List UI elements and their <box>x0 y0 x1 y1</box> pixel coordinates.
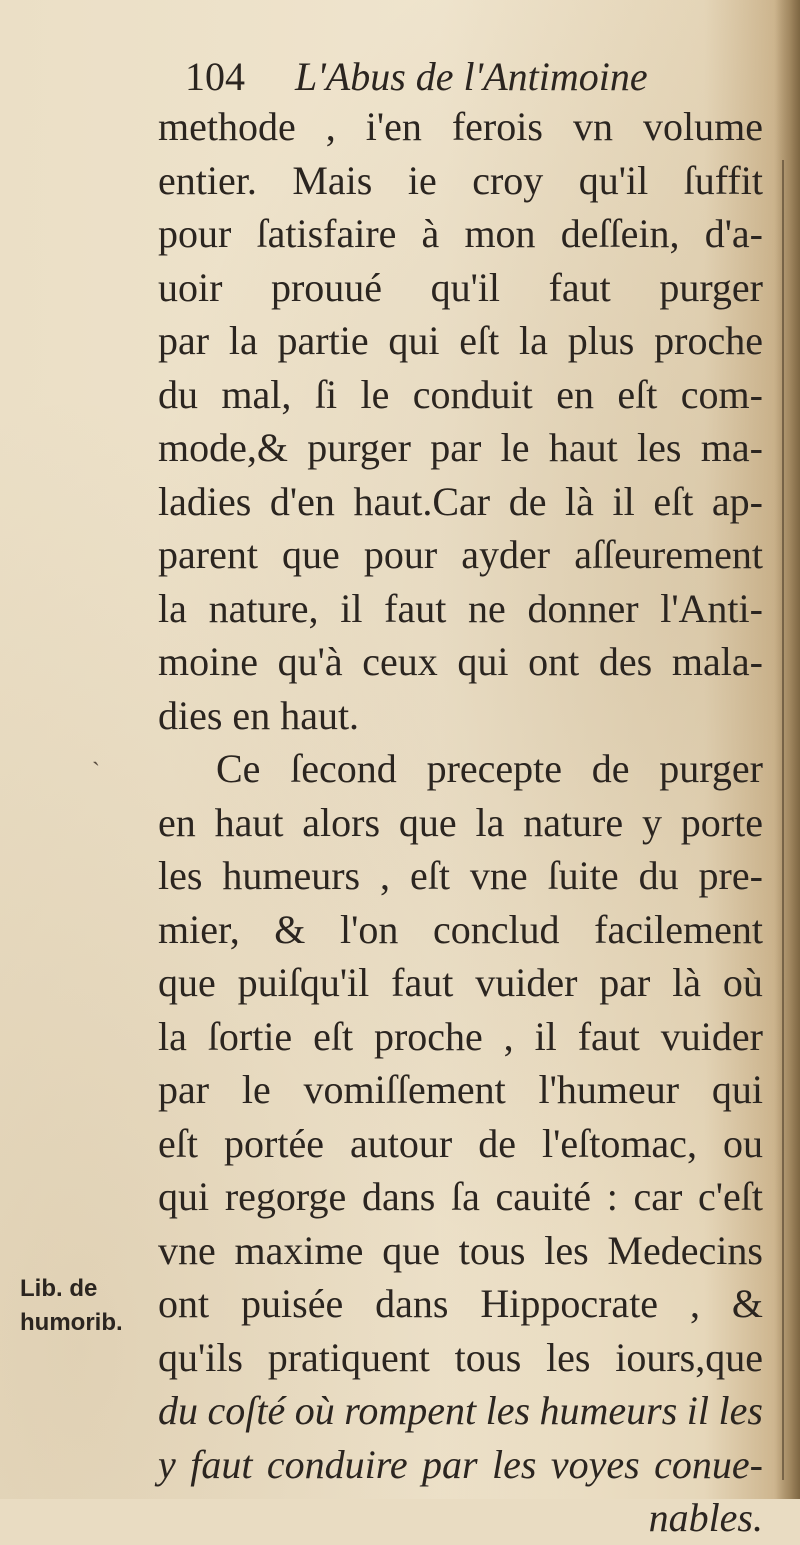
margin-mark: ˏ <box>92 740 100 766</box>
text-line <box>158 207 763 261</box>
word: les <box>492 1441 537 1487</box>
word: alors <box>302 799 381 845</box>
text-line <box>158 796 763 850</box>
word: : <box>606 1174 618 1219</box>
word: conclud <box>432 906 560 952</box>
word: il <box>534 1013 557 1059</box>
word: eſt <box>158 1120 198 1166</box>
word: mala- <box>671 639 763 684</box>
word: qui <box>388 318 440 363</box>
text-line <box>158 849 763 903</box>
word: vne <box>158 1227 216 1273</box>
word: les <box>718 1388 763 1433</box>
word: qu'ils <box>158 1334 243 1380</box>
word: humeurs <box>539 1388 678 1433</box>
word: ſuite <box>547 853 619 898</box>
word: Medecins <box>607 1227 763 1273</box>
word: les <box>637 425 682 470</box>
word: coſté <box>207 1388 286 1433</box>
word: ſatisfaire <box>256 211 397 256</box>
page-edge-line <box>782 160 784 1480</box>
word: les <box>158 853 203 898</box>
word: dies en haut. <box>158 692 360 738</box>
word: des <box>598 639 653 684</box>
page-number: 104 <box>185 54 245 99</box>
word: car <box>633 1174 683 1219</box>
word: d'a- <box>704 211 763 256</box>
text-line <box>158 528 763 582</box>
word: nature, <box>208 585 319 631</box>
word: purger <box>659 746 763 791</box>
word: eſt <box>459 318 500 363</box>
word: iours,que <box>615 1334 763 1380</box>
word: qui <box>457 639 509 684</box>
text-line <box>158 1117 763 1171</box>
word: à <box>421 211 440 256</box>
text-line <box>158 689 763 743</box>
word: pour <box>363 532 438 577</box>
word: d'en <box>269 478 335 524</box>
word: que <box>382 1227 440 1273</box>
word: ſa <box>450 1174 480 1219</box>
word: qui <box>711 1067 763 1112</box>
word: la <box>475 799 505 845</box>
word: eſt <box>617 371 658 417</box>
word: partie <box>277 318 369 363</box>
word: haut.Car <box>353 478 491 524</box>
text-line <box>158 261 763 315</box>
word: il <box>612 478 635 524</box>
word: portée <box>224 1120 324 1166</box>
text-line <box>158 1010 763 1064</box>
text-line <box>158 1170 763 1224</box>
word: humeurs <box>222 853 361 898</box>
margin-note-line: Lib. de <box>20 1275 98 1302</box>
word: que <box>398 799 457 845</box>
word: donner <box>527 585 639 631</box>
word: en <box>556 371 594 417</box>
word: purger <box>307 425 411 470</box>
word: la <box>228 318 258 363</box>
word: vomiſſement <box>303 1067 506 1112</box>
word: ladies <box>158 478 252 524</box>
word: ſortie <box>207 1013 293 1059</box>
word: ie <box>407 157 437 203</box>
word: dans <box>361 1174 436 1219</box>
word: les <box>485 1388 531 1433</box>
word: eſt <box>653 478 694 524</box>
word: du <box>158 1388 198 1433</box>
text-line <box>158 1063 763 1117</box>
word: la <box>519 318 548 363</box>
word: purger <box>659 264 763 310</box>
word: Hippocrate <box>480 1281 659 1326</box>
text-line <box>158 742 763 796</box>
word: l'eſtomac, <box>542 1120 697 1166</box>
word: c'eſt <box>698 1174 763 1219</box>
word: moine <box>158 639 258 684</box>
word: du <box>638 853 679 898</box>
word: com- <box>680 371 763 417</box>
word: Mais <box>292 157 373 203</box>
word: l'on <box>340 906 399 952</box>
word: , <box>689 1281 700 1326</box>
word: qui <box>158 1174 210 1219</box>
word: deſſein, <box>560 211 680 256</box>
word: ayder <box>461 532 551 577</box>
word: , <box>325 104 336 149</box>
word: vne <box>469 853 528 898</box>
text-line <box>158 956 763 1010</box>
word: ou <box>722 1120 763 1166</box>
word: uoir <box>158 264 223 310</box>
word: vuider <box>475 960 578 1005</box>
word: ferois <box>451 104 543 149</box>
word: les <box>544 1227 589 1273</box>
word: rompent <box>344 1388 477 1433</box>
word: vuider <box>660 1013 763 1059</box>
text-line <box>158 582 763 636</box>
word: nables. <box>648 1495 763 1540</box>
word: les <box>546 1334 591 1380</box>
word: volume <box>642 104 763 149</box>
page-edge-shadow <box>774 0 800 1499</box>
word: ſecond <box>290 746 397 791</box>
word: mon <box>464 211 536 256</box>
word: mal, <box>221 371 292 417</box>
word: faut <box>548 264 611 310</box>
word: autour <box>350 1120 453 1166</box>
word: vn <box>572 104 613 149</box>
word: où <box>722 960 763 1005</box>
text-line <box>158 154 763 208</box>
word: & <box>731 1281 763 1326</box>
word: où <box>294 1388 335 1433</box>
word: de <box>508 478 547 524</box>
word: , <box>380 853 391 898</box>
word: prouué <box>270 264 383 310</box>
word: ap- <box>711 478 763 524</box>
word: eſt <box>409 853 450 898</box>
word: tous <box>458 1227 526 1273</box>
word: conduire <box>266 1441 408 1487</box>
word: la <box>158 1013 187 1059</box>
word: porte <box>680 799 763 845</box>
text-line <box>158 903 763 957</box>
body-text <box>158 100 763 1545</box>
word: voyes <box>550 1441 640 1487</box>
word: haut <box>214 799 284 845</box>
word: l'humeur <box>538 1067 680 1112</box>
text-line <box>158 1438 763 1492</box>
word: faut <box>391 960 454 1005</box>
word: mode,& <box>158 425 288 470</box>
word: precepte <box>426 746 563 791</box>
word: le <box>360 371 390 417</box>
text-line <box>158 1331 763 1385</box>
word: pre- <box>698 853 763 898</box>
word: là <box>672 960 702 1005</box>
margin-note-line: humorib. <box>20 1309 123 1336</box>
text-line <box>158 635 763 689</box>
word: y <box>158 1441 176 1487</box>
text-line <box>158 1384 763 1438</box>
word: de <box>591 746 630 791</box>
word: en <box>158 799 196 845</box>
word: conue- <box>654 1441 763 1487</box>
word: eſt <box>313 1013 354 1059</box>
word: pratiquent <box>267 1334 430 1380</box>
word: qu'il <box>578 157 649 203</box>
word: que <box>158 960 216 1005</box>
word: l'Anti- <box>660 585 763 631</box>
word: ſi <box>314 371 338 417</box>
word: maxime <box>234 1227 364 1273</box>
word: par <box>599 960 651 1005</box>
word: par <box>430 425 482 470</box>
word: la <box>158 585 187 631</box>
word: qu'à <box>277 639 343 684</box>
word: faut <box>190 1441 253 1487</box>
word: cauité <box>495 1174 592 1219</box>
word: conduit <box>412 371 533 417</box>
text-line <box>158 1224 763 1278</box>
word: par <box>158 1067 210 1112</box>
word: tous <box>454 1334 522 1380</box>
word: aſſeurement <box>574 532 763 577</box>
word: mier, <box>158 906 240 952</box>
word: par <box>158 318 210 363</box>
word: ont <box>158 1281 210 1326</box>
word: i'en <box>365 104 422 149</box>
word: nature <box>523 799 624 845</box>
text-line <box>158 475 763 529</box>
text-line <box>158 1277 763 1331</box>
word: qu'il <box>430 264 501 310</box>
word: puiſqu'il <box>237 960 370 1005</box>
word: faut <box>577 1013 640 1059</box>
word: par <box>422 1441 478 1487</box>
page-header <box>185 52 648 102</box>
word: ma- <box>700 425 763 470</box>
word: proche <box>373 1013 483 1059</box>
word: & <box>274 906 306 952</box>
text-line <box>158 421 763 475</box>
word: ne <box>468 585 506 631</box>
word: croy <box>472 157 544 203</box>
margin-note <box>20 1272 123 1340</box>
word: proche <box>654 318 763 363</box>
word: dans <box>375 1281 449 1326</box>
word: il <box>340 585 363 631</box>
word: faut <box>384 585 447 631</box>
word: il <box>686 1388 710 1433</box>
word: le <box>241 1067 271 1112</box>
word: facilement <box>594 906 763 952</box>
word: haut <box>548 425 618 470</box>
word: pour <box>158 211 232 256</box>
word: plus <box>567 318 635 363</box>
text-line <box>158 100 763 154</box>
word: là <box>565 478 594 524</box>
word: puisée <box>241 1281 344 1326</box>
word: du <box>158 371 198 417</box>
word: , <box>503 1013 514 1059</box>
text-line <box>158 368 763 422</box>
word: ont <box>528 639 580 684</box>
word: ſuffit <box>683 157 763 203</box>
word: ceux <box>362 639 438 684</box>
word: y <box>641 799 662 845</box>
word: entier. <box>158 157 257 203</box>
running-title: L'Abus de l'Antimoine <box>295 54 648 99</box>
word: regorge <box>224 1174 347 1219</box>
text-line <box>158 314 763 368</box>
word: que <box>282 532 340 577</box>
word: Ce <box>216 746 261 791</box>
text-line <box>158 1491 763 1545</box>
word: le <box>500 425 530 470</box>
word: de <box>478 1120 516 1166</box>
word: parent <box>158 532 258 577</box>
word: methode <box>158 104 296 149</box>
